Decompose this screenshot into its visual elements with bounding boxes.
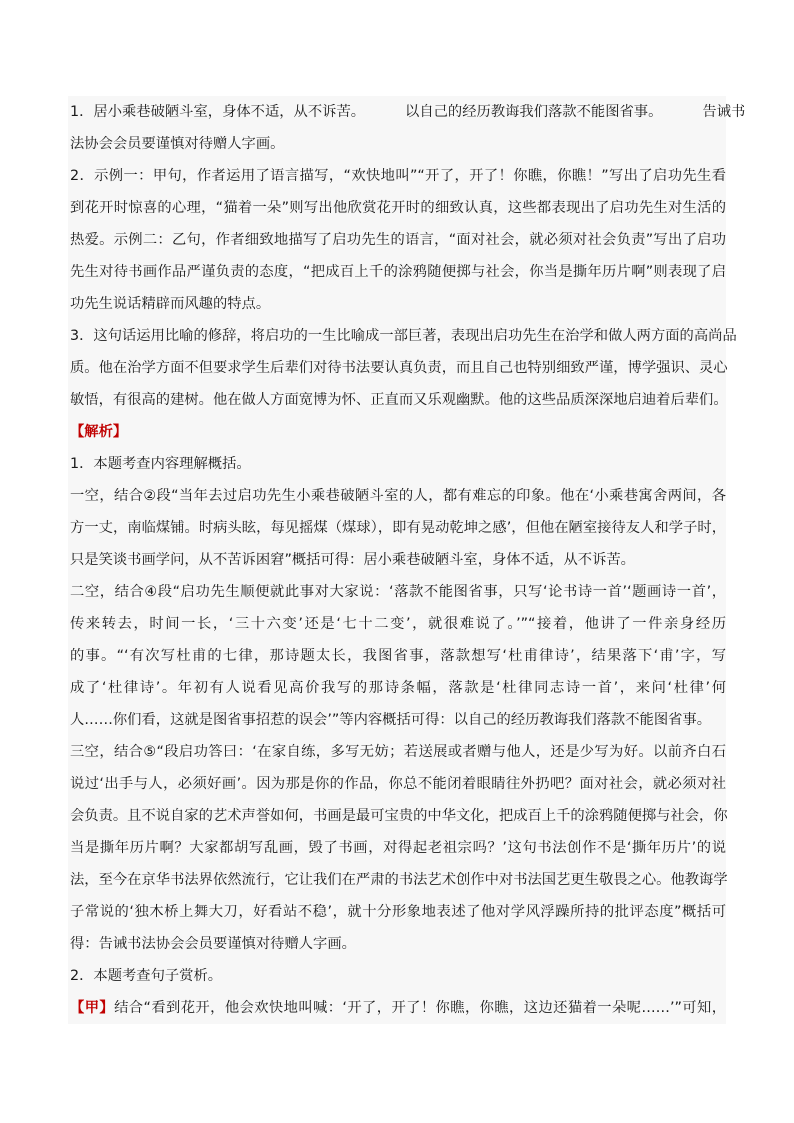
document-body xyxy=(68,96,746,1024)
analysis-q1-line: 传来转去，时间一长，‘三十六变’还是‘七十二变’，就很难说了。’”“接着，他讲了一件亲身经历 xyxy=(70,616,726,632)
analysis-q1-line: 三空，结合⑤“段启功答曰：‘在家自练，多写无妨；若送展或者赠与他人，还是少写为好。以前齐白石 xyxy=(70,744,726,760)
analysis-q1-line: 子常说的‘独木桥上舞大刀，好看站不稳’，就十分形象地表述了他对学风浮躁所持的批评态度”概括可 xyxy=(70,904,726,920)
analysis-q2-line xyxy=(68,992,726,1024)
analysis-q1-line: 法，至今在京华书法界依然流行，它让我们在严肃的书法艺术创作中对书法国艺更生敬畏之心。他教诲学 xyxy=(70,872,728,888)
answer-1-line xyxy=(68,96,746,128)
analysis-q2-marker: 【甲】 xyxy=(70,1000,115,1016)
answer-2-line: 2．示例一：甲句，作者运用了语言描写，“欢快地叫”“开了，开了！你瞧，你瞧！”写出了启功先生看 xyxy=(70,168,726,184)
analysis-q1-line: 得：告诫书法协会会员要谨慎对待赠人字画。 xyxy=(70,936,356,952)
answer-3-line: 敏悟，有很高的建树。他在做人方面宽博为怀、正直而又乐观幽默。他的这些品质深深地启迪着后辈们。 xyxy=(70,392,728,408)
analysis-q1-intro: 1．本题考查内容理解概括。 xyxy=(70,456,251,472)
answer-1-blank-1: 1．居小乘巷破陋斗室，身体不适，从不诉苦。 xyxy=(70,104,366,120)
answer-1-blank-3: 告诫书 xyxy=(702,104,746,120)
analysis-q1-line: 当是撕年历片啊？大家都胡写乱画，毁了书画，对得起老祖宗吗？’这句书法创作不是‘撕年历片’的说 xyxy=(70,840,726,856)
analysis-q1-line: 一空，结合②段“当年去过启功先生小乘巷破陋斗室的人，都有难忘的印象。他在‘小乘巷寓舍两间，各 xyxy=(70,488,726,504)
answer-2-line: 到花开时惊喜的心理，“猫着一朵”则写出他欣赏花开时的细致认真，这些都表现出了启功先生对生活的 xyxy=(70,200,726,216)
analysis-q1-line: 二空，结合④段“启功先生顺便就此事对大家说：‘落款不能图省事，只写‘论书诗一首’‘题画诗一首’， xyxy=(70,584,726,600)
analysis-header: 【解析】 xyxy=(70,424,128,440)
answer-3-line: 3．这句话运用比喻的修辞，将启功的一生比喻成一部巨著，表现出启功先生在治学和做人两方面的高尚品 xyxy=(70,328,737,344)
analysis-q1-line: 人……你们看，这就是图省事招惹的误会’”等内容概括可得：以自己的经历教诲我们落款不能图省事。 xyxy=(70,712,712,728)
answer-1-continued: 法协会会员要谨慎对待赠人字画。 xyxy=(70,136,285,152)
answer-3-line: 质。他在治学方面不但要求学生后辈们对待书法要认真负责，而且自己也特别细致严谨，博学强识、灵心 xyxy=(70,360,728,376)
analysis-q2-intro: 2．本题考查句子赏析。 xyxy=(70,968,223,984)
analysis-q1-line: 说过‘出手与人，必须好画’。因为那是你的作品，你总不能闭着眼睛往外扔吧？面对社会，就必须对社 xyxy=(70,776,726,792)
answer-1-blank-2: 以自己的经历教诲我们落款不能图省事。 xyxy=(405,104,663,120)
analysis-q1-line: 的事。“‘有次写杜甫的七律，那诗题太长，我图省事，落款想写‘杜甫律诗’，结果落下‘甫’字，写 xyxy=(70,648,726,664)
answer-2-line: 先生对待书画作品严谨负责的态度，“把成百上千的涂鸦随便掷与社会，你当是撕年历片啊”则表现了启 xyxy=(70,264,726,280)
answer-2-line: 功先生说话精辟而风趣的特点。 xyxy=(70,296,271,312)
analysis-q2-text: 结合“看到花开，他会欢快地叫喊：‘开了，开了！你瞧，你瞧，这边还猫着一朵呢……’”可知， xyxy=(114,1000,727,1016)
analysis-q1-line: 会负责。且不说自家的艺术声誉如何，书画是最可宝贵的中华文化，把成百上千的涂鸦随便掷与社会，你 xyxy=(70,808,728,824)
analysis-q1-line: 只是笑谈书画学问，从不苦诉困窘”概括可得：居小乘巷破陋斗室，身体不适，从不诉苦。 xyxy=(70,552,635,568)
analysis-q1-line: 成了‘杜律诗’。年初有人说看见高价我写的那诗条幅，落款是‘杜律同志诗一首’，来问‘杜律’何 xyxy=(70,680,726,696)
analysis-q1-line: 方一丈，南临煤铺。时病头眩，每见摇煤（煤球），即有晃动乾坤之感’，但他在陋室接待友人和学子时， xyxy=(70,520,726,536)
answer-2-line: 热爱。示例二：乙句，作者细致地描写了启功先生的语言，“面对社会，就必须对社会负责”写出了启功 xyxy=(70,232,726,248)
